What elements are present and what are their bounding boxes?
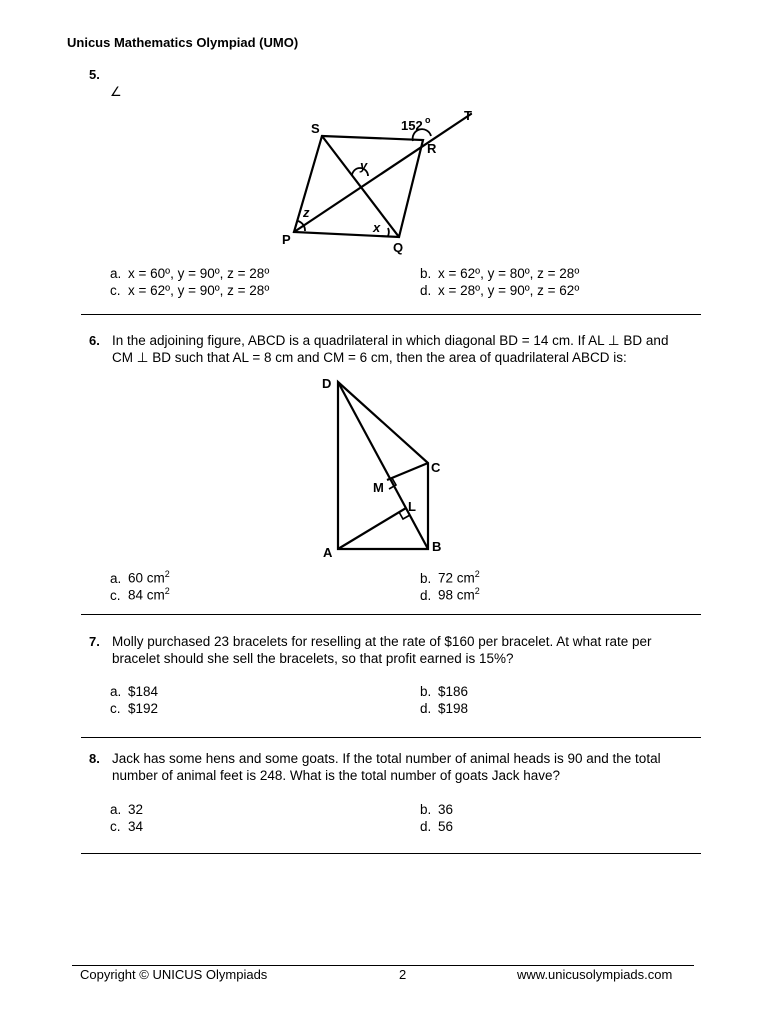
point-label-t: T bbox=[464, 108, 472, 123]
vertex-label-p: P bbox=[282, 232, 291, 247]
question-5-text: ∠ bbox=[110, 84, 122, 99]
question-5-figure bbox=[270, 100, 500, 258]
question-7-text: Molly purchased 23 bracelets for reselling at the rate of $160 per bracelet. At what rate per bracelet should she sell the bracelets, so that profit earned is 15%? bbox=[112, 634, 652, 666]
diagonal-bd bbox=[338, 382, 428, 549]
vertex-label-q: Q bbox=[393, 240, 404, 255]
question-5-number: 5. bbox=[89, 67, 100, 82]
page-header-title: Unicus Mathematics Olympiad (UMO) bbox=[67, 35, 299, 50]
question-6-text: In the adjoining figure, ABCD is a quadrilateral in which diagonal BD = 14 cm. If AL ⊥ BD and CM ⊥ BD such that AL = 8 cm and CM = 6 cm, then the area of quadrilateral ABCD is: bbox=[112, 333, 669, 365]
question-8-option-d: d. 56 bbox=[420, 819, 454, 834]
angle-label-x: x bbox=[373, 220, 381, 235]
vertex-label-r: R bbox=[427, 141, 437, 156]
angle-x-arc bbox=[388, 228, 389, 236]
question-8-text: Jack has some hens and some goats. If the total number of animal heads is 90 and the total number of animal feet is 248. What is the total number of goats Jack have? bbox=[112, 751, 661, 783]
diagonal-sq bbox=[322, 136, 399, 237]
footer-copyright: Copyright © UNICUS Olympiads bbox=[80, 967, 268, 982]
question-6-option-c: c. 84 $cm^2$ bbox=[110, 586, 170, 603]
footer-website-link[interactable]: www.unicusolympiads.com bbox=[517, 967, 673, 982]
question-6-figure bbox=[315, 372, 450, 560]
question-6-number: 6. bbox=[89, 333, 100, 348]
vertex-label-c: C bbox=[431, 460, 441, 475]
question-divider bbox=[81, 853, 701, 854]
question-divider bbox=[81, 314, 701, 315]
angle-label-y: y bbox=[360, 158, 368, 173]
vertex-label-a: A bbox=[323, 545, 333, 560]
question-5-option-a: a. x = 60º, y = 90º, z = 28º bbox=[110, 266, 270, 281]
question-7-number: 7. bbox=[89, 634, 100, 649]
question-8-option-b: b. 36 bbox=[420, 802, 454, 817]
question-7-option-b: b. $186 bbox=[420, 684, 469, 699]
question-8-number: 8. bbox=[89, 751, 100, 766]
question-7-option-c: c. $192 bbox=[110, 701, 159, 716]
question-7-option-d: d. $198 bbox=[420, 701, 469, 716]
question-6-option-a: a. 60 $cm^2$ bbox=[110, 569, 170, 586]
question-7-option-a: a. $184 bbox=[110, 684, 159, 699]
footer-page-number: 2 bbox=[399, 967, 407, 982]
vertex-label-b: B bbox=[432, 539, 442, 554]
angle-label-152: 152 bbox=[401, 118, 423, 133]
question-divider bbox=[81, 614, 701, 615]
perpendicular-cm bbox=[387, 463, 428, 480]
footer-rule bbox=[72, 965, 694, 966]
point-label-m: M bbox=[373, 480, 384, 495]
perpendicular-al bbox=[338, 508, 406, 549]
question-5-option-d: d. x = 28º, y = 90º, z = 62º bbox=[420, 283, 580, 298]
question-5-option-b: b. x = 62º, y = 80º, z = 28º bbox=[420, 266, 580, 281]
vertex-label-s: S bbox=[311, 121, 320, 136]
question-5-option-c: c. x = 62º, y = 90º, z = 28º bbox=[110, 283, 270, 298]
point-label-l: L bbox=[408, 499, 416, 514]
parallelogram-pqrs bbox=[294, 136, 423, 237]
question-8-option-c: c. 34 bbox=[110, 819, 144, 834]
vertex-label-d: D bbox=[322, 376, 332, 391]
angle-label-degree: o bbox=[425, 115, 431, 125]
question-8-option-a: a. 32 bbox=[110, 802, 144, 817]
angle-label-z: z bbox=[303, 205, 310, 220]
question-6-option-b: b. 72 $cm^2$ bbox=[420, 569, 480, 586]
question-6-option-d: d. 98 $cm^2$ bbox=[420, 586, 480, 603]
question-divider bbox=[81, 737, 701, 738]
